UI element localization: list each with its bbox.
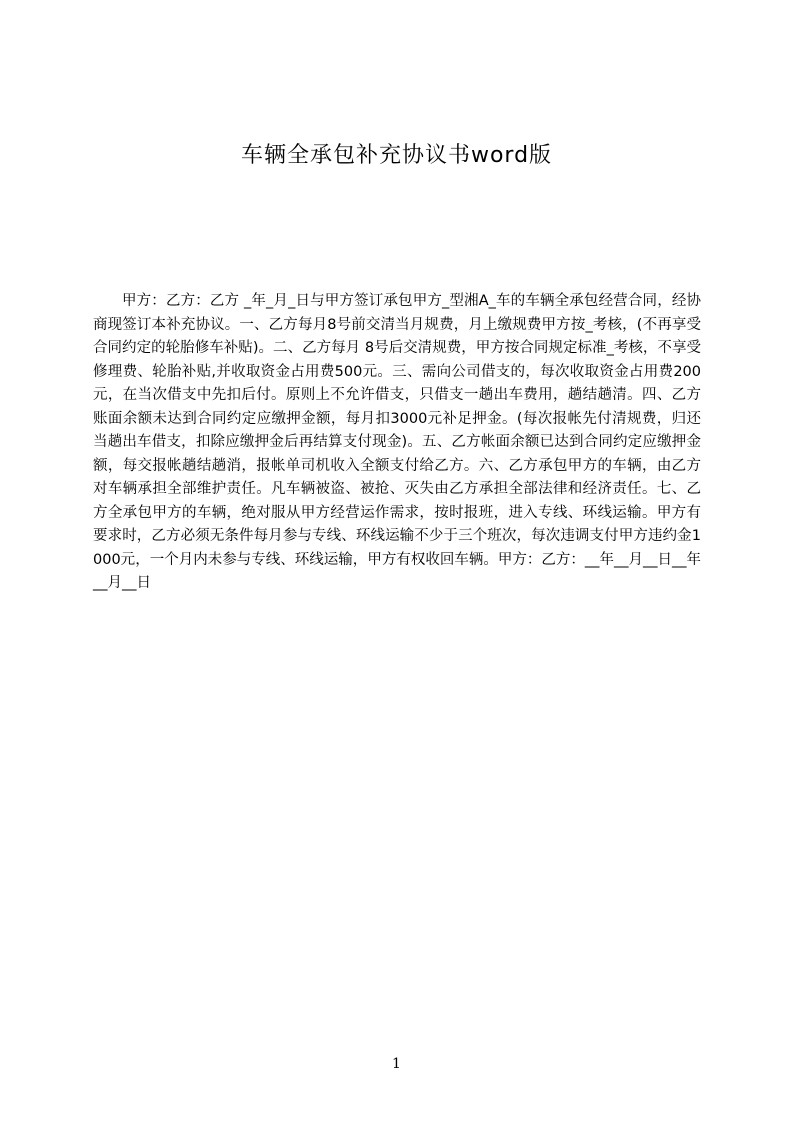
document-title: 车辆全承包补充协议书word版: [240, 143, 553, 168]
agreement-body-paragraph: 甲方：乙方：乙方 _年_月_日与甲方签订承包甲方_型湘A_车的车辆全承包经营合同，经协商现签订本补充协议。一、乙方每月8号前交清当月规费，月上缴规费甲方按_考核，(不再享受合同约定的轮胎修车补贴)。二、乙方每月 8号后交清规费，甲方按合同规定标准_考核，不享受修理费、轮胎补贴,并收取资金占用费500元。三、需向公司借支的，每次收取资金占用费200元，在当次借支中先扣后付。原则上不允许借支，只借支一趟出车费用，趟结趟清。四、乙方账面余额未达到合同约定应缴押金额，每月扣3000元补足押金。(每次报帐先付清规费，归还当趟出车借支，扣除应缴押金后再结算支付现金)。五、乙方帐面余额已达到合同约定应缴押金额，每交报帐趟结趟消，报帐单司机收入全额支付给乙方。六、乙方承包甲方的车辆，由乙方对车辆承担全部维护责任。凡车辆被盗、被抢、灭失由乙方承担全部法律和经济责任。七、乙方全承包甲方的车辆，绝对服从甲方经营运作需求，按时报班，进入专线、环线运输。甲方有要求时，乙方必须无条件每月参与专线、环线运输不少于三个班次，每次违调支付甲方违约金1000元，一个月内未参与专线、环线运输，甲方有权收回车辆。甲方：乙方：__年__月__日__年__月__日: [93, 293, 701, 591]
page-number: 1: [392, 1056, 401, 1072]
